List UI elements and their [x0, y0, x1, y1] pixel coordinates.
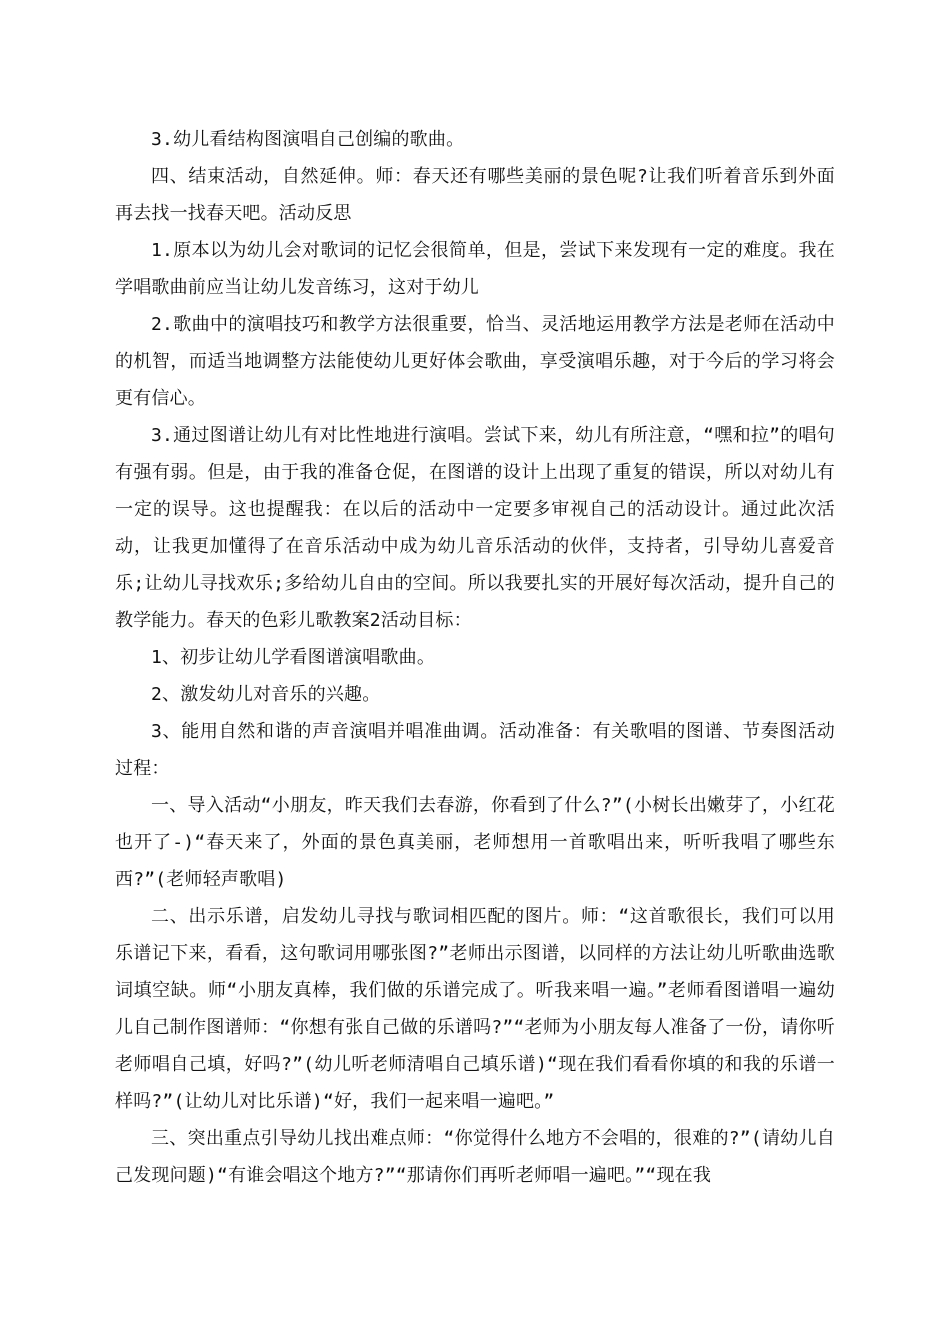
paragraph-8: 3、能用自然和谐的声音演唱并唱准曲调。活动准备：有关歌唱的图谱、节奏图活动过程：	[115, 721, 835, 779]
paragraph-10: 二、出示乐谱，启发幼儿寻找与歌词相匹配的图片。师：“这首歌很长，我们可以用乐谱记下来，看看，这句歌词用哪张图?”老师出示图谱，以同样的方法让幼儿听歌曲选歌词填空缺。师“小朋友真棒，我们做的乐谱完成了。听我来唱一遍。”老师看图谱唱一遍幼儿自己制作图谱师：“你想有张自己做的乐谱吗?”“老师为小朋友每人准备了一份，请你听老师唱自己填，好吗?”(幼儿听老师清唱自己填乐谱)“现在我们看看你填的和我的乐谱一样吗?”(让幼儿对比乐谱)“好，我们一起来唱一遍吧。”	[115, 906, 835, 1112]
paragraph-9: 一、导入活动“小朋友，昨天我们去春游，你看到了什么?”(小树长出嫩芽了，小红花也开了-)“春天来了，外面的景色真美丽，老师想用一首歌唱出来，听听我唱了哪些东西?”(老师轻声歌唱)	[115, 795, 835, 890]
paragraph-6: 1、初步让幼儿学看图谱演唱歌曲。	[151, 647, 436, 668]
paragraph-2: 四、结束活动，自然延伸。师：春天还有哪些美丽的景色呢?让我们听着音乐到外面再去找一找春天吧。活动反思	[115, 166, 835, 224]
document-body	[115, 121, 835, 1194]
paragraph-11: 三、突出重点引导幼儿找出难点师：“你觉得什么地方不会唱的，很难的?”(请幼儿自己发现问题)“有谁会唱这个地方?”“那请你们再听老师唱一遍吧。”“现在我	[115, 1128, 835, 1186]
paragraph-4: 2.歌曲中的演唱技巧和教学方法很重要，恰当、灵活地运用教学方法是老师在活动中的机智，而适当地调整方法能使幼儿更好体会歌曲，享受演唱乐趣，对于今后的学习将会更有信心。	[115, 314, 835, 409]
paragraph-1: 3.幼儿看结构图演唱自己创编的歌曲。	[151, 129, 465, 150]
paragraph-3: 1.原本以为幼儿会对歌词的记忆会很简单，但是，尝试下来发现有一定的难度。我在学唱歌曲前应当让幼儿发音练习，这对于幼儿	[115, 240, 835, 298]
paragraph-5: 3.通过图谱让幼儿有对比性地进行演唱。尝试下来，幼儿有所注意，“嘿和拉”的唱句有强有弱。但是，由于我的准备仓促，在图谱的设计上出现了重复的错误，所以对幼儿有一定的误导。这也提醒我：在以后的活动中一定要多审视自己的活动设计。通过此次活动，让我更加懂得了在音乐活动中成为幼儿音乐活动的伙伴，支持者，引导幼儿喜爱音乐;让幼儿寻找欢乐;多给幼儿自由的空间。所以我要扎实的开展好每次活动，提升自己的教学能力。春天的色彩儿歌教案2活动目标：	[115, 425, 835, 631]
paragraph-7: 2、激发幼儿对音乐的兴趣。	[151, 684, 381, 705]
